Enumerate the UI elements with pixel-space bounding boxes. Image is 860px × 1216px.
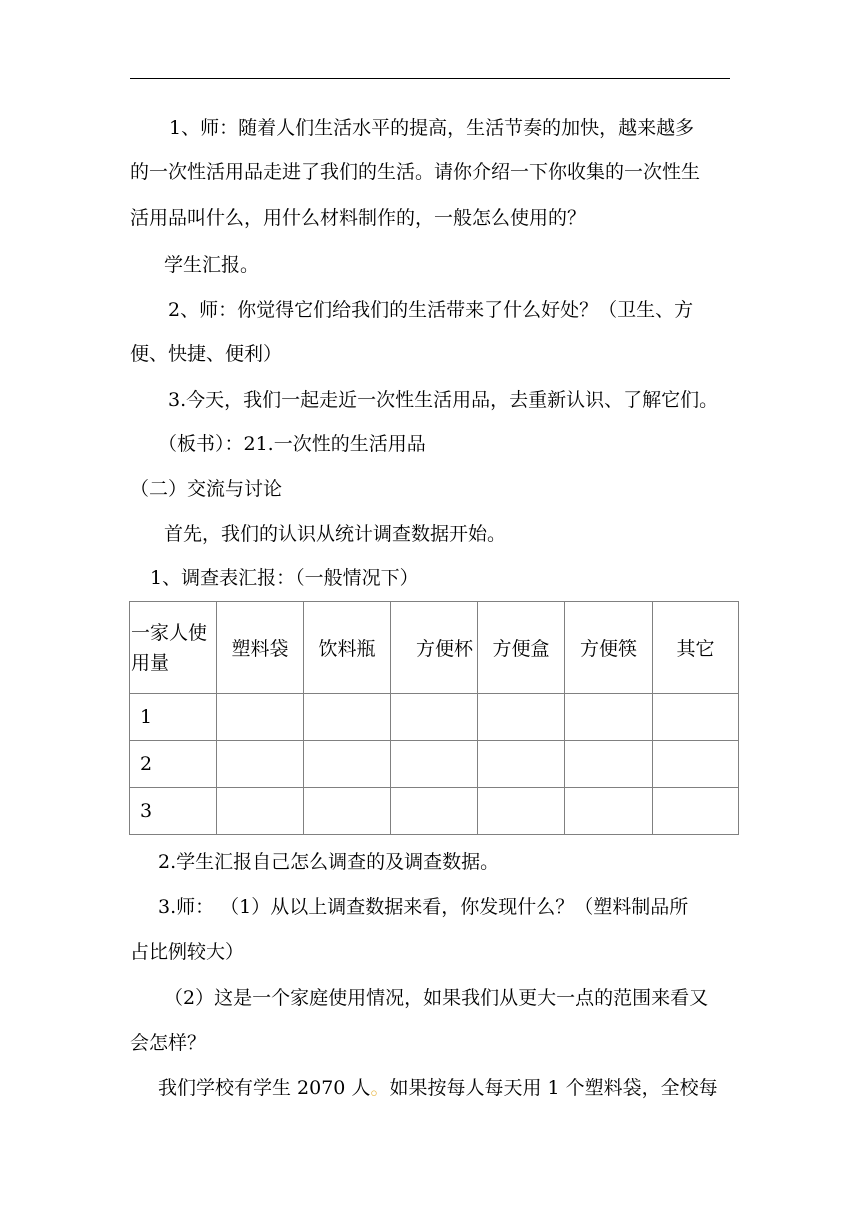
paragraph-10-line-1: （2）这是一个家庭使用情况，如果我们从更大一点的范围来看又 bbox=[164, 987, 709, 1009]
header-cell-cup: 方便杯 bbox=[391, 602, 478, 694]
table-cell bbox=[217, 741, 304, 788]
table-row bbox=[130, 788, 739, 835]
table-cell bbox=[391, 788, 478, 835]
paragraph-10-line-2: 会怎样？ bbox=[130, 1032, 207, 1054]
table-cell bbox=[217, 788, 304, 835]
table-cell bbox=[565, 788, 653, 835]
paragraph-3-line-1: 2、师：你觉得它们给我们的生活带来了什么好处？（卫生、方 bbox=[168, 299, 694, 321]
header-cell-plastic-bag: 塑料袋 bbox=[217, 602, 304, 694]
paragraph-6: 首先，我们的认识从统计调查数据开始。 bbox=[164, 523, 507, 545]
paragraph-3-line-2: 便、快捷、便利） bbox=[130, 343, 283, 365]
paragraph-7: 1、调查表汇报：（一般情况下） bbox=[150, 567, 419, 589]
header-cell-other: 其它 bbox=[653, 602, 739, 694]
paragraph-8: 2.学生汇报自己怎么调查的及调查数据。 bbox=[158, 851, 500, 873]
section-heading: （二）交流与讨论 bbox=[130, 478, 283, 500]
header-usage-line-1: 一家人使 bbox=[131, 621, 208, 644]
row-number: 1 bbox=[130, 694, 217, 741]
header-usage-line-2: 用量 bbox=[131, 651, 170, 674]
survey-table bbox=[129, 601, 739, 835]
table-cell bbox=[478, 694, 565, 741]
paragraph-9-line-2: 占比例较大） bbox=[130, 941, 245, 963]
header-cell-chopsticks: 方便筷 bbox=[565, 602, 653, 694]
table-cell bbox=[304, 694, 391, 741]
table-cell bbox=[304, 788, 391, 835]
table-cell bbox=[478, 741, 565, 788]
paragraph-11-part-a: 我们学校有学生 2070 人 bbox=[158, 1077, 371, 1099]
table-cell bbox=[565, 694, 653, 741]
paragraph-1-line-1: 1、师：随着人们生活水平的提高，生活节奏的加快，越来越多 bbox=[169, 117, 695, 139]
paragraph-11 bbox=[158, 1076, 718, 1100]
header-cell-bottle: 饮料瓶 bbox=[304, 602, 391, 694]
paragraph-11-part-b: 如果按每人每天用 1 个塑料袋，全校每 bbox=[389, 1077, 718, 1099]
table-header-row bbox=[130, 602, 739, 694]
table-cell bbox=[217, 694, 304, 741]
paragraph-9-line-1: 3.师： （1）从以上调查数据来看，你发现什么？（塑料制品所 bbox=[158, 896, 689, 918]
row-number: 3 bbox=[130, 788, 217, 835]
table-row bbox=[130, 741, 739, 788]
table-cell bbox=[565, 741, 653, 788]
paragraph-1-line-2: 的一次性活用品走进了我们的生活。请你介绍一下你收集的一次性生 bbox=[130, 161, 701, 183]
paragraph-2: 学生汇报。 bbox=[164, 254, 260, 276]
table-cell bbox=[391, 694, 478, 741]
paragraph-11-period: 。 bbox=[370, 1077, 390, 1099]
table-row bbox=[130, 694, 739, 741]
paragraph-5: （板书）：21.一次性的生活用品 bbox=[158, 433, 426, 455]
table-cell bbox=[653, 694, 739, 741]
header-cell-usage bbox=[130, 602, 217, 694]
paragraph-4: 3.今天，我们一起走近一次性生活用品，去重新认识、了解它们。 bbox=[168, 389, 719, 411]
table-cell bbox=[653, 741, 739, 788]
table-cell bbox=[304, 741, 391, 788]
paragraph-1-line-3: 活用品叫什么，用什么材料制作的，一般怎么使用的？ bbox=[130, 207, 587, 229]
table-cell bbox=[653, 788, 739, 835]
row-number: 2 bbox=[130, 741, 217, 788]
header-rule bbox=[130, 78, 730, 79]
table-cell bbox=[391, 741, 478, 788]
table-cell bbox=[478, 788, 565, 835]
header-cell-box: 方便盒 bbox=[478, 602, 565, 694]
